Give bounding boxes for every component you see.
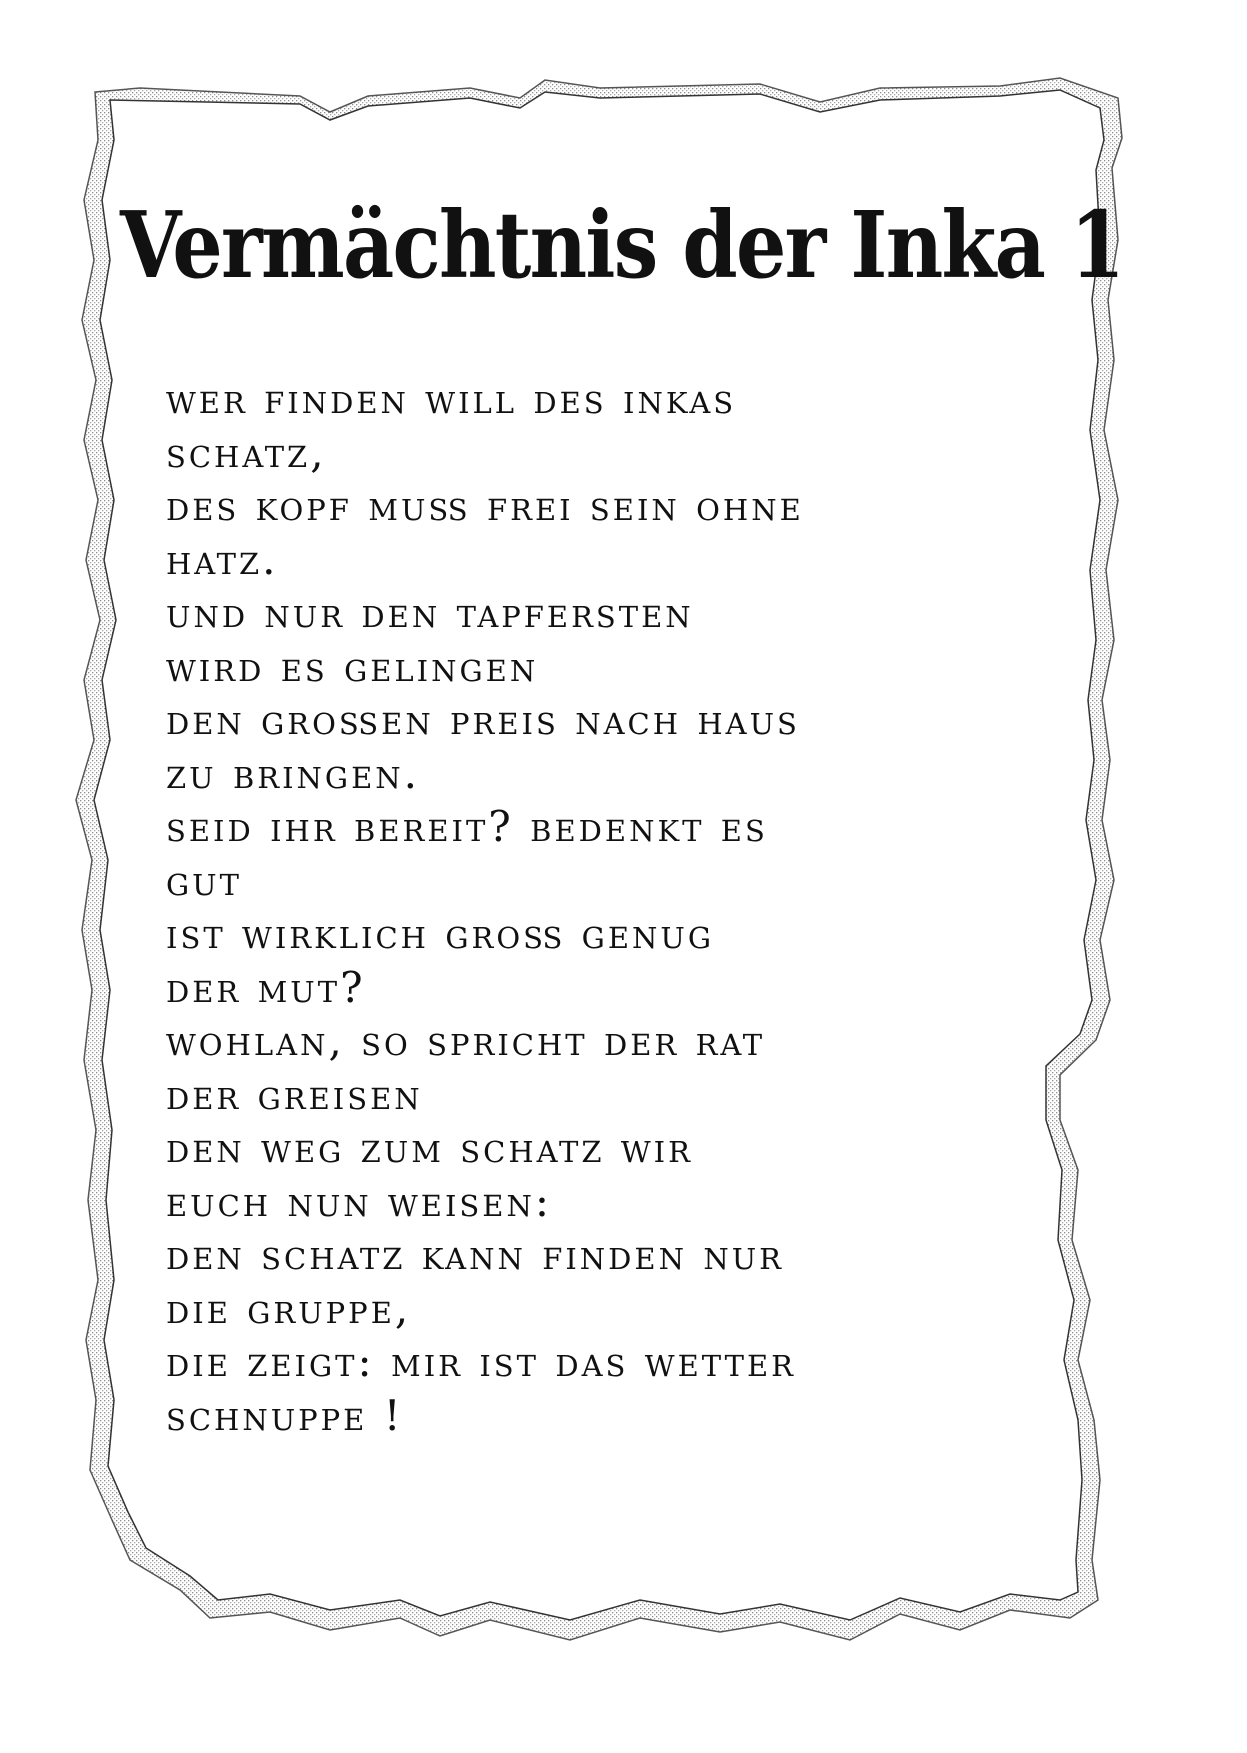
poem-line: den schatz kann finden nur (166, 1230, 784, 1279)
poem-line: den großen preis nach haus (166, 695, 800, 744)
page-title: Vermächtnis der Inka 1 (120, 191, 1124, 299)
poem-line: wer finden will des inkas (166, 374, 737, 423)
poem-line: den weg zum schatz wir (166, 1123, 693, 1172)
poem-line: gut (166, 855, 242, 905)
poem-line: des kopf muß frei sein ohne (166, 481, 804, 530)
poem-line: und nur den tapfersten (166, 588, 694, 637)
poem-line: euch nun weisen: (166, 1176, 552, 1226)
poem-text (166, 372, 1086, 1442)
poem-line: seid ihr bereit? bedenkt es (166, 802, 768, 851)
poem-line: schatz, (166, 427, 327, 477)
poem-line: wohlan, so spricht der rat (166, 1016, 766, 1065)
poem-line: wird es gelingen (166, 641, 539, 691)
poem-line: schnuppe ! (166, 1390, 404, 1440)
poem-line: hatz. (166, 534, 279, 584)
poem-line: ist wirklich groß genug (166, 909, 714, 958)
poem-line: der mut? (166, 962, 366, 1012)
poem-line: zu bringen. (166, 748, 420, 798)
poem-line: die zeigt: mir ist das wetter (166, 1337, 796, 1386)
poem-line: die gruppe, (166, 1283, 412, 1333)
poem-line: der greisen (166, 1069, 423, 1119)
